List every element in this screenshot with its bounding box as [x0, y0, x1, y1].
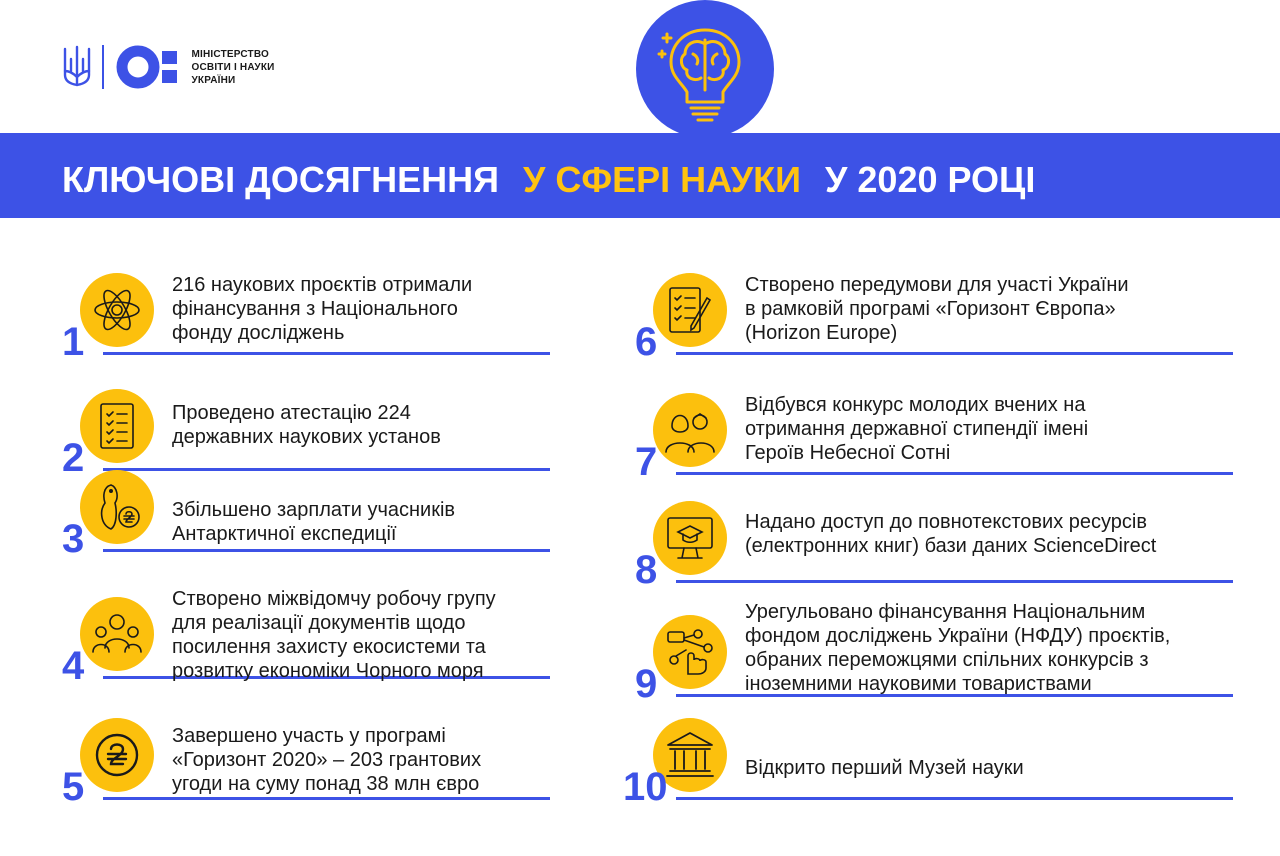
item-number: 3: [62, 517, 85, 561]
item-number: 7: [635, 440, 658, 484]
item-text-line: посилення захисту екосистеми та: [172, 636, 486, 658]
title-part-3: У 2020 РОЦІ: [825, 159, 1036, 200]
item-text-line: розвитку економіки Чорного моря: [172, 660, 484, 682]
brain-bulb-badge: [636, 0, 774, 138]
item-number: 4: [62, 644, 85, 688]
item-text: [172, 587, 496, 683]
item-text-line: обраних переможцями спільних конкурсів з: [745, 649, 1149, 671]
item-text-line: в рамковій програмі «Горизонт Європа»: [745, 298, 1116, 320]
item-text-line: фондом досліджень України (НФДУ) проєктів,: [745, 625, 1171, 647]
logo-divider: [102, 45, 104, 89]
item-text-line: Завершено участь у програмі: [172, 725, 446, 747]
achievement-item: [62, 718, 630, 828]
ministry-name-line3: УКРАЇНИ: [191, 74, 236, 86]
page-title: [62, 160, 1035, 200]
ministry-name: [192, 48, 275, 87]
item-text: [745, 510, 1156, 558]
achievement-item: [635, 501, 1243, 611]
achievement-item: [623, 718, 1243, 828]
item-text-line: Проведено атестацію 224: [172, 402, 411, 424]
item-text-line: Надано доступ до повнотекстових ресурсів: [745, 511, 1147, 533]
item-number: 5: [62, 765, 85, 809]
item-text-line: для реалізації документів щодо: [172, 612, 466, 634]
item-text: [745, 756, 1024, 780]
item-text-line: Збільшено зарплати учасників: [172, 499, 456, 521]
item-text-line: «Горизонт 2020» – 203 грантових: [172, 749, 482, 771]
ministry-logo: [62, 44, 275, 90]
item-underline: [676, 352, 1233, 355]
item-number: 6: [635, 320, 658, 364]
achievement-item: [62, 588, 630, 707]
achievement-item: [635, 273, 1243, 383]
item-text-line: отримання державної стипендії імені: [745, 418, 1089, 440]
item-text-line: іноземними науковими товариствами: [745, 673, 1092, 695]
mon-mark-icon: [116, 45, 184, 89]
trident-icon: [62, 45, 92, 89]
achievement-item: [635, 601, 1243, 725]
item-number: 2: [62, 436, 85, 480]
item-text: [172, 724, 481, 796]
item-text-line: (Horizon Europe): [745, 322, 898, 344]
title-part-2: У СФЕРІ НАУКИ: [523, 159, 802, 200]
item-text-line: Створено міжвідомчу робочу групу: [172, 588, 496, 610]
item-number: 9: [635, 662, 658, 706]
item-underline: [103, 352, 550, 355]
achievement-item: [635, 393, 1243, 503]
item-underline: [676, 797, 1233, 800]
item-text-line: 216 наукових проєктів отримали: [172, 274, 473, 296]
item-number: 1: [62, 320, 85, 364]
item-number: 8: [635, 548, 658, 592]
item-text-line: Урегульовано фінансування Національним: [745, 601, 1146, 623]
item-text-line: державних наукових установ: [172, 426, 441, 448]
item-underline: [103, 797, 550, 800]
achievement-item: [62, 273, 630, 383]
item-text-line: фінансування з Національного: [172, 298, 458, 320]
title-part-1: КЛЮЧОВІ ДОСЯГНЕННЯ: [62, 159, 499, 200]
item-text: [172, 498, 455, 546]
item-text-line: Героїв Небесної Сотні: [745, 442, 951, 464]
item-text-line: (електронних книг) бази даних ScienceDirect: [745, 535, 1157, 557]
brain-lightbulb-icon: [655, 24, 755, 128]
item-text-line: Створено передумови для участі України: [745, 274, 1129, 296]
item-text-line: угоди на суму понад 38 млн євро: [172, 773, 480, 795]
item-text: [172, 401, 441, 449]
item-text: [745, 273, 1129, 345]
item-text-line: Антарктичної експедиції: [172, 523, 397, 545]
item-underline: [676, 472, 1233, 475]
item-underline: [103, 549, 550, 552]
item-text-line: Відбувся конкурс молодих вчених на: [745, 394, 1086, 416]
ministry-name-line1: МІНІСТЕРСТВО: [191, 48, 270, 60]
item-text-line: фонду досліджень: [172, 322, 345, 344]
item-underline: [676, 580, 1233, 583]
item-text-line: Відкрито перший Музей науки: [745, 757, 1024, 779]
ministry-name-line2: ОСВІТИ І НАУКИ: [191, 61, 275, 73]
achievement-item: [62, 470, 630, 580]
item-number: 10: [623, 765, 668, 809]
item-text: [745, 393, 1088, 465]
item-text: [172, 273, 472, 345]
item-text: [745, 600, 1170, 696]
